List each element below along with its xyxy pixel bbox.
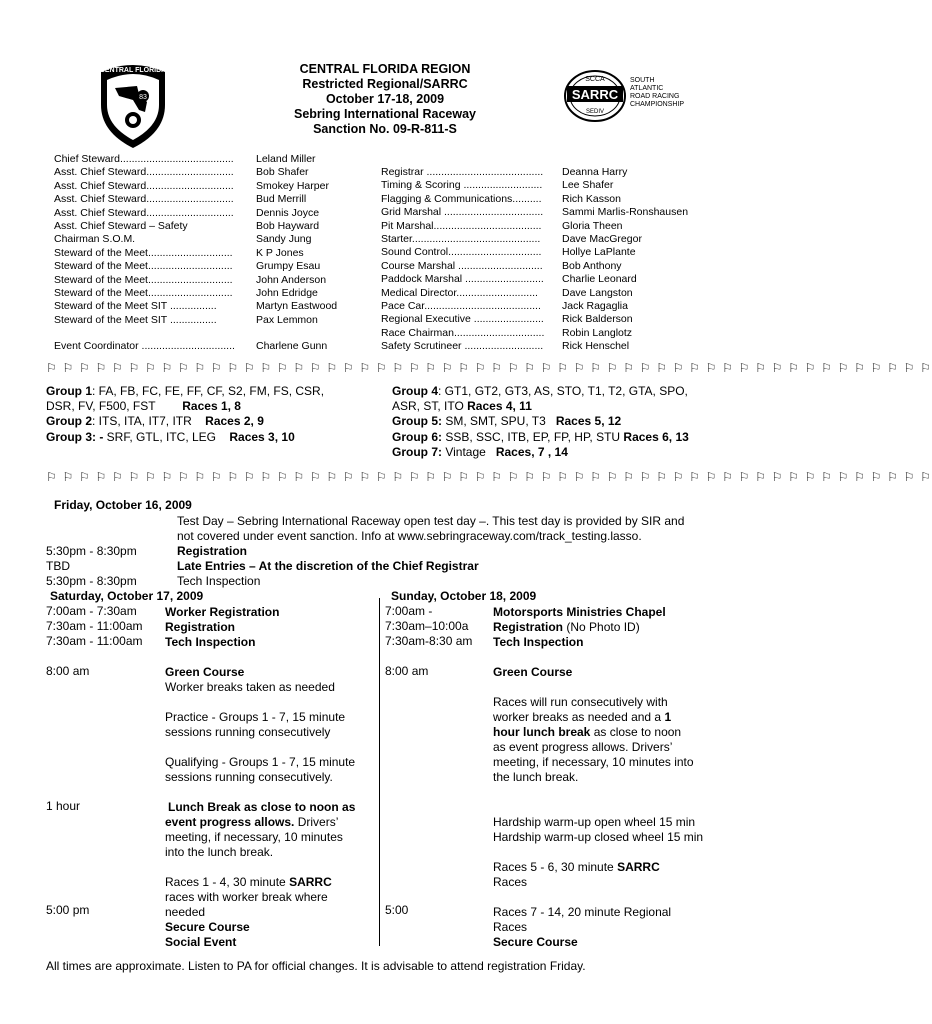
saturday-time-5: 1 hour — [46, 799, 81, 813]
official-row — [54, 166, 344, 179]
official-name: Leland Miller — [256, 153, 316, 165]
friday-title: Friday, October 16, 2009 — [54, 498, 192, 512]
sunday-consec-2 — [493, 710, 671, 725]
header-sanction: Sanction No. 09-R-811-S — [313, 122, 457, 136]
official-role: Sound Control................................ — [381, 246, 542, 259]
official-name: Dave MacGregor — [562, 232, 642, 245]
saturday-lunch-2 — [165, 815, 338, 830]
flag-divider-top: ⚐ ⚐ ⚐ ⚐ ⚐ ⚐ ⚐ ⚐ ⚐ ⚐ ⚐ ⚐ ⚐ ⚐ ⚐ ⚐ ⚐ ⚐ ⚐ ⚐ ⚐ ⚐ ⚐ ⚐ ⚐ ⚐ ⚐ ⚐ ⚐ ⚐ ⚐ ⚐ ⚐ ⚐ ⚐ ⚐ ⚐ ⚐ ⚐ ⚐ ⚐ ⚐ ⚐ ⚐ ⚐ ⚐ ⚐ ⚐ ⚐ ⚐ ⚐ ⚐ ⚐ ⚐ — [46, 361, 932, 375]
group-1-classes-2: DSR, FV, F500, FST — [46, 399, 156, 414]
official-name: Deanna Harry — [562, 166, 628, 178]
sunday-consec-1: Races will run consecutively with — [493, 695, 668, 709]
logo-tag-4: CHAMPIONSHIP — [630, 101, 685, 108]
friday-event-1: Registration — [177, 544, 248, 558]
saturday-lunch-2-bold: event progress allows. — [165, 815, 295, 829]
official-name: Smokey Harper — [256, 179, 329, 192]
sunday-consec-2-text: worker breaks as needed and a — [493, 710, 665, 724]
official-role: Flagging & Communications.......... — [381, 192, 542, 205]
sunday-registration: Registration — [493, 620, 564, 634]
official-role: Asst. Chief Steward.............................. — [54, 166, 234, 179]
header-region: CENTRAL FLORIDA REGION — [299, 62, 471, 76]
official-name: Grumpy Esau — [256, 260, 321, 273]
sunday-time-5: 5:00 — [385, 903, 409, 917]
official-name: Gloria Theen — [562, 219, 623, 232]
saturday-races-3: needed — [165, 905, 206, 919]
group-2-label: Group 2 — [46, 414, 93, 429]
official-row — [54, 340, 344, 353]
group-5-classes: SM, SMT, SPU, T3 — [442, 414, 546, 429]
official-name: Pax Lemmon — [256, 313, 318, 326]
official-row — [54, 247, 344, 260]
logo-tag-3: ROAD RACING — [630, 93, 680, 100]
sunday-title: Sunday, October 18, 2009 — [391, 589, 537, 603]
group-5-label: Group 5: — [392, 414, 442, 429]
friday-time-1: 5:30pm - 8:30pm — [46, 544, 137, 558]
sunday-consec-6: the lunch break. — [493, 770, 579, 784]
sarrc-logo — [560, 66, 720, 126]
sunday-consec-4: as event progress allows. Drivers’ — [493, 740, 673, 754]
official-row — [381, 179, 731, 192]
official-name: Bob Shafer — [256, 166, 309, 179]
logo-sarrc-text: SARRC — [571, 87, 619, 102]
saturday-secure-course: Secure Course — [165, 920, 250, 934]
official-name: Martyn Eastwood — [256, 300, 338, 313]
group-4-races: Races 4, 11 — [467, 399, 532, 414]
sunday-event-2 — [493, 620, 640, 635]
official-row — [54, 300, 344, 313]
sunday-consec-3 — [493, 725, 681, 740]
group-2-classes: : ITS, ITA, IT7, ITR — [92, 414, 192, 429]
sunday-consec-5: meeting, if necessary, 10 minutes into — [493, 755, 694, 769]
official-row — [381, 220, 731, 233]
group-7-classes: Vintage — [442, 444, 486, 459]
group-6-classes: SSB, SSC, ITB, EP, FP, HP, STU — [442, 429, 621, 444]
official-row — [381, 287, 731, 300]
official-row — [381, 327, 731, 340]
friday-test-day-1: Test Day – Sebring International Raceway open test day –. This test day is provided by SIR and — [177, 514, 685, 528]
official-role: Event Coordinator ................................ — [54, 340, 235, 353]
official-name: Rick Balderson — [562, 313, 633, 326]
official-row — [54, 274, 344, 287]
sunday-consec-3-text: as close to noon — [590, 725, 682, 739]
saturday-title: Saturday, October 17, 2009 — [50, 589, 204, 603]
official-row — [381, 300, 731, 313]
logo-scca: SCCA — [585, 76, 605, 83]
sunday-time-2: 7:30am–10:00a — [385, 619, 469, 633]
sunday-hardship-2: Hardship warm-up closed wheel 15 min — [493, 830, 704, 844]
group-3-races: Races 3, 10 — [229, 429, 295, 444]
sunday-time-1: 7:00am - — [385, 604, 433, 618]
official-row — [54, 220, 344, 233]
official-role: Steward of the Meet............................. — [54, 286, 233, 299]
official-name: John Anderson — [256, 273, 327, 286]
saturday-social-event: Social Event — [165, 935, 237, 949]
saturday-qualifying-1: Qualifying - Groups 1 - 7, 15 minute — [165, 755, 356, 769]
official-role: Medical Director............................ — [381, 286, 538, 299]
official-role: Asst. Chief Steward.............................. — [54, 206, 234, 219]
sunday-consec-2-bold: 1 — [664, 710, 672, 724]
official-role: Race Chairman............................... — [381, 326, 545, 339]
sunday-event-3: Tech Inspection — [493, 635, 584, 649]
saturday-event-4b: Worker breaks taken as needed — [165, 680, 335, 694]
official-role: Steward of the Meet............................. — [54, 273, 233, 286]
saturday-event-3: Tech Inspection — [165, 635, 256, 649]
official-name: Bob Anthony — [562, 259, 622, 272]
groups-left — [46, 384, 376, 445]
saturday-races-1-text: Races 1 - 4, 30 minute — [165, 875, 290, 889]
official-name: John Edridge — [256, 286, 318, 299]
sunday-time-4: 8:00 am — [385, 664, 429, 678]
official-role: Asst. Chief Steward – Safety — [54, 219, 188, 232]
group-1-label: Group 1 — [46, 384, 93, 398]
official-row — [381, 233, 731, 246]
sunday-regional-2: Races — [493, 920, 528, 934]
saturday-event-2: Registration — [165, 620, 236, 634]
official-row — [54, 193, 344, 206]
logo-number: 83 — [139, 94, 147, 101]
flag-divider-bottom: ⚐ ⚐ ⚐ ⚐ ⚐ ⚐ ⚐ ⚐ ⚐ ⚐ ⚐ ⚐ ⚐ ⚐ ⚐ ⚐ ⚐ ⚐ ⚐ ⚐ ⚐ ⚐ ⚐ ⚐ ⚐ ⚐ ⚐ ⚐ ⚐ ⚐ ⚐ ⚐ ⚐ ⚐ ⚐ ⚐ ⚐ ⚐ ⚐ ⚐ ⚐ ⚐ ⚐ ⚐ ⚐ ⚐ ⚐ ⚐ ⚐ ⚐ ⚐ ⚐ ⚐ ⚐ — [46, 470, 932, 484]
logo-tag-2: ATLANTIC — [630, 85, 664, 92]
saturday-time-4: 8:00 am — [46, 664, 90, 678]
official-role: Steward of the Meet............................. — [54, 246, 233, 259]
saturday-lunch-4: into the lunch break. — [165, 845, 274, 859]
group-7-races: Races, 7 , 14 — [495, 444, 568, 459]
official-name: Dave Langston — [562, 286, 633, 299]
friday-event-2: Late Entries – At the discretion of the Chief Registrar — [177, 559, 479, 573]
saturday-races-2: races with worker break where — [165, 890, 328, 904]
official-row — [54, 287, 344, 300]
official-name: Charlene Gunn — [256, 340, 328, 353]
official-name: Bob Hayward — [256, 219, 320, 232]
official-role: Registrar ........................................ — [381, 166, 544, 178]
saturday-lunch-3: meeting, if necessary, 10 minutes — [165, 830, 343, 844]
official-row — [381, 206, 731, 219]
officials-right — [381, 166, 731, 353]
official-name: Dennis Joyce — [256, 206, 320, 219]
group-4-classes: : GT1, GT2, GT3, AS, STO, T1, T2, GTA, SPO, — [438, 384, 688, 398]
sunday-hardship-1: Hardship warm-up open wheel 15 min — [493, 815, 696, 829]
official-role: Steward of the Meet............................. — [54, 260, 233, 273]
official-name: Rich Kasson — [562, 192, 621, 205]
official-name: Robin Langlotz — [562, 326, 633, 339]
group-2-races: Races 2, 9 — [205, 414, 264, 429]
official-row — [381, 340, 731, 353]
official-name: K P Jones — [256, 246, 304, 259]
saturday-lunch-2-rest: Drivers’ — [294, 815, 339, 829]
sunday-event-4: Green Course — [493, 665, 573, 679]
sunday-event-1: Motorsports Ministries Chapel — [493, 605, 666, 619]
official-row — [54, 260, 344, 273]
official-row — [381, 313, 731, 326]
header-venue: Sebring International Raceway — [294, 107, 476, 121]
sunday-lunch-break: hour lunch break — [493, 725, 591, 739]
sunday-sarrc-1-text: Races 5 - 6, 30 minute — [493, 860, 618, 874]
saturday-races-1 — [165, 875, 332, 890]
saturday-practice-2: sessions running consecutively — [165, 725, 331, 739]
header-dates: October 17-18, 2009 — [325, 92, 445, 106]
official-name: Charlie Leonard — [562, 273, 637, 286]
sunday-registration-note: (No Photo ID) — [563, 620, 640, 634]
saturday-time-3: 7:30am - 11:00am — [46, 634, 143, 648]
saturday-event-1: Worker Registration — [165, 605, 280, 619]
official-role: Steward of the Meet SIT ................ — [54, 313, 217, 326]
official-row — [54, 314, 344, 327]
official-name: Sandy Jung — [256, 233, 312, 246]
official-name: Bud Merrill — [256, 193, 307, 206]
official-role: Starter............................................ — [381, 232, 541, 245]
group-6-races: Races 6, 13 — [623, 429, 689, 444]
saturday-event-4: Green Course — [165, 665, 245, 679]
official-name: Hollye LaPlante — [562, 246, 636, 259]
event-header — [250, 62, 520, 137]
groups-right — [392, 384, 732, 460]
sunday-time-3: 7:30am-8:30 am — [385, 634, 473, 648]
friday-event-3: Tech Inspection — [177, 574, 261, 588]
central-florida-logo — [93, 60, 173, 150]
group-7-label: Group 7: — [392, 444, 442, 459]
official-role: Course Marshal ............................. — [381, 259, 543, 272]
official-row — [381, 193, 731, 206]
official-role: Asst. Chief Steward.............................. — [54, 179, 234, 192]
official-row — [54, 153, 344, 166]
group-6-label: Group 6: — [392, 429, 442, 444]
group-5-races: Races 5, 12 — [555, 414, 622, 429]
saturday-time-2: 7:30am - 11:00am — [46, 619, 143, 633]
official-name: Jack Ragaglia — [562, 299, 628, 312]
group-4-classes-2: ASR, ST, ITO — [392, 399, 464, 414]
saturday-time-6: 5:00 pm — [46, 903, 90, 917]
group-1-classes: : FA, FB, FC, FE, FF, CF, S2, FM, FS, CSR, — [92, 384, 325, 398]
group-3-classes: SRF, GTL, ITC, LEG — [103, 429, 217, 444]
footer-note: All times are approximate. Listen to PA for official changes. It is advisable to attend registration Friday. — [46, 959, 586, 973]
sunday-sarrc-1 — [493, 860, 660, 875]
saturday-qualifying-2: sessions running consecutively. — [165, 770, 333, 784]
official-row — [54, 327, 344, 340]
official-row — [54, 180, 344, 193]
sunday-sarrc-2: Races — [493, 875, 528, 889]
saturday-lunch-1: Lunch Break as close to noon as — [168, 800, 356, 814]
logo-sedv: SEDIV — [585, 109, 605, 115]
sunday-regional-1: Races 7 - 14, 20 minute Regional — [493, 905, 672, 919]
group-1-races: Races 1, 8 — [182, 399, 241, 414]
official-role: Pit Marshal..................................... — [381, 219, 542, 232]
friday-time-2: TBD — [46, 559, 70, 573]
official-role: Safety Scrutineer ........................... — [381, 340, 544, 353]
officials-left — [54, 153, 344, 354]
logo-text-top: CENTRAL FLORIDA — [99, 67, 167, 74]
saturday-practice-1: Practice - Groups 1 - 7, 15 minute — [165, 710, 346, 724]
friday-time-3: 5:30pm - 8:30pm — [46, 574, 137, 588]
official-row — [381, 166, 731, 179]
sunday-sarrc-1-bold: SARRC — [617, 860, 660, 874]
saturday-time-1: 7:00am - 7:30am — [46, 604, 137, 618]
saturday-races-1-sarrc: SARRC — [289, 875, 332, 889]
official-role: Paddock Marshal ........................... — [381, 273, 544, 286]
official-name: Rick Henschel — [562, 340, 630, 353]
friday-test-day-2: not covered under event sanction. Info at www.sebringraceway.com/track_testing.lasso. — [177, 529, 642, 543]
official-role: Regional Executive ........................ — [381, 313, 544, 326]
header-event-type: Restricted Regional/SARRC — [302, 77, 468, 91]
official-row — [381, 260, 731, 273]
official-row — [381, 273, 731, 286]
official-row — [381, 246, 731, 259]
official-role: Asst. Chief Steward.............................. — [54, 193, 234, 206]
official-role: Chief Steward....................................... — [54, 153, 234, 165]
official-name: Sammi Marlis-Ronshausen — [562, 206, 689, 219]
official-row — [54, 207, 344, 220]
sunday-secure-course: Secure Course — [493, 935, 578, 949]
official-role: Chairman S.O.M. — [54, 233, 136, 246]
group-3-label: Group 3: - — [46, 429, 104, 444]
column-divider — [379, 598, 380, 946]
official-name: Lee Shafer — [562, 179, 614, 192]
official-role: Timing & Scoring ........................... — [381, 179, 543, 192]
official-role: Steward of the Meet SIT ................ — [54, 300, 217, 313]
official-role: Grid Marshal .................................. — [381, 206, 544, 219]
official-row — [54, 233, 344, 246]
logo-tag-1: SOUTH — [630, 77, 655, 84]
group-4-label: Group 4 — [392, 384, 439, 398]
official-role: Pace Car........................................ — [381, 299, 541, 312]
